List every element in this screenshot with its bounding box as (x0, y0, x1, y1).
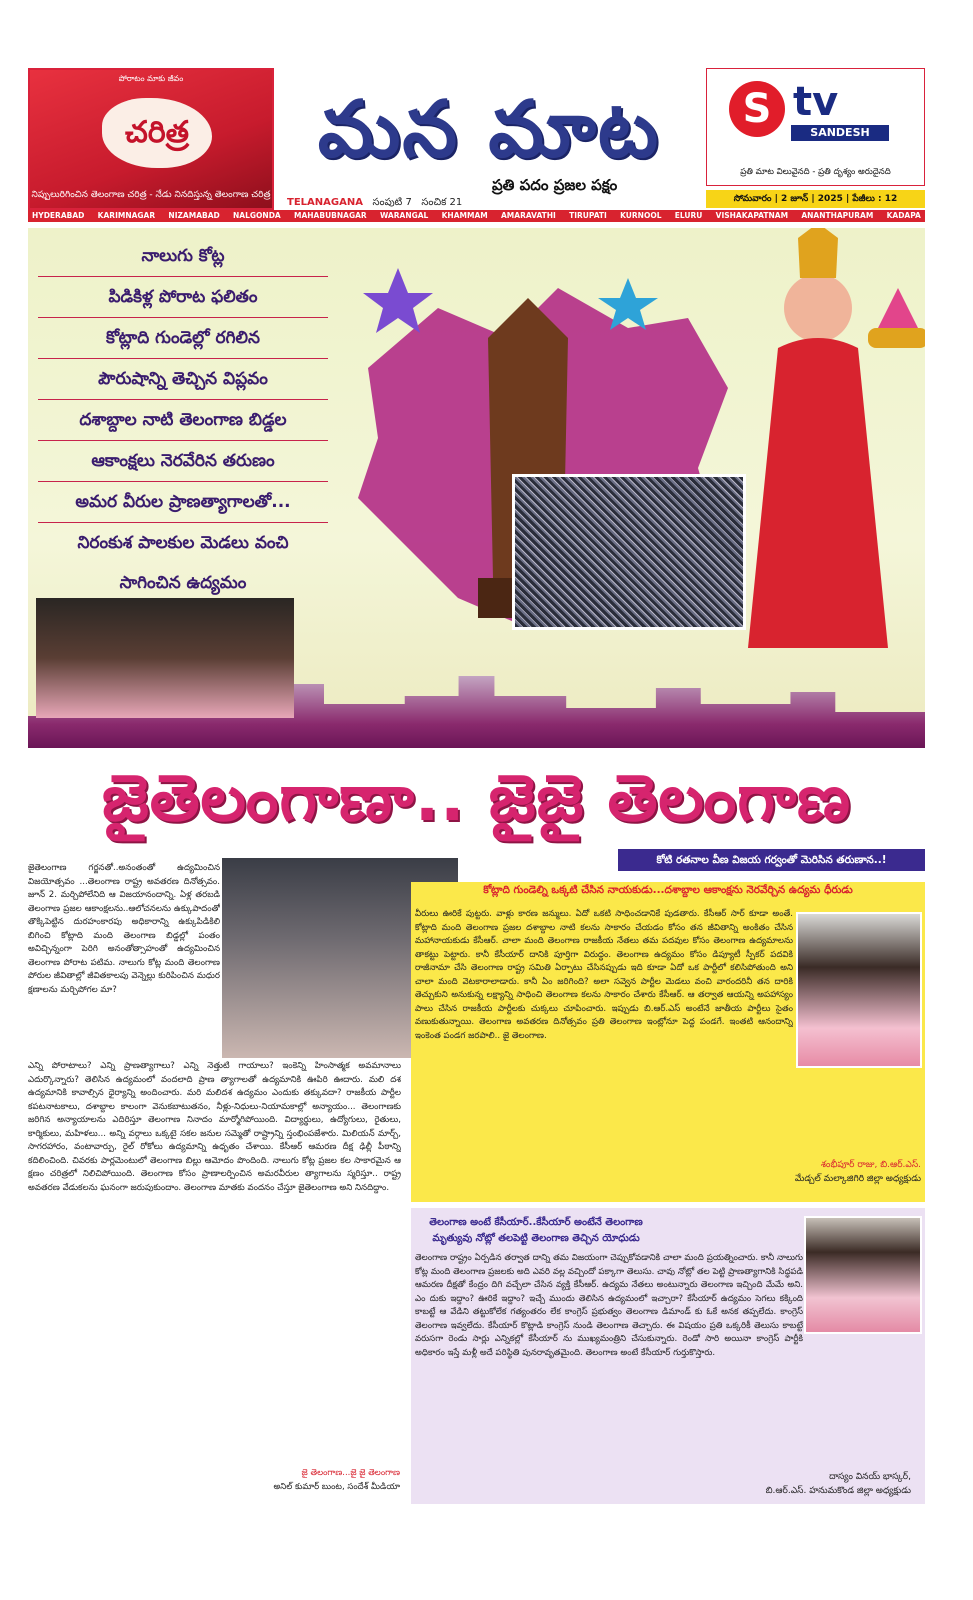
city: TIRUPATI (569, 211, 607, 220)
hero-line: నిరంకుశ పాలకుల మెడలు వంచి (77, 533, 289, 553)
yellow-box-headline: కోట్లాది గుండెల్ని ఒక్కటి చేసిన నాయకుడు...దశాబ్దాల ఆకాంక్షను నెరవేర్చిన ఉద్యమ ధీరుడు (483, 884, 853, 896)
main-headline: జైతెలంగాణా.. జైజై తెలంగాణ (101, 762, 852, 836)
kcr-speech-photo (36, 598, 294, 718)
hero-line: సాగించిన ఉద్యమం (119, 573, 247, 593)
hero-line: కోట్లాది గుండెల్లో రగిలిన (38, 318, 328, 359)
bathukamma-goddess-graphic (718, 228, 925, 648)
city: WARANGAL (380, 211, 429, 220)
city: ELURU (674, 211, 703, 220)
stv-sandesh-ad (706, 68, 925, 186)
main-subheadline: కోటి రతనాల వీణ విజయ గర్వంతో మెరిసిన తరుణాన..! (618, 849, 925, 871)
yellow-box-author: శంభీపూర్ రాజు, బి.ఆర్.ఎస్. (820, 1160, 921, 1170)
city: ANANTHAPURAM (801, 211, 874, 220)
cities-strip (28, 210, 925, 222)
hero-line: నాలుగు కోట్ల (38, 236, 328, 277)
stv-tagline: ప్రతి మాట విలువైనది - ప్రతి దృశ్యం అరుదైనది (740, 167, 891, 177)
city: MAHABUBNAGAR (294, 211, 367, 220)
city: KADAPA (886, 211, 921, 220)
newspaper-slogan: ప్రతి పదం ప్రజల పక్షం (492, 176, 618, 194)
yellow-box-text: వీరులు ఊరికే పుట్టరు. వాళ్లు కారణ జన్ములు. ఏదో ఒకటి సాధించడానికే పుడతారు. కేసీఆర్ సార్ కూడా అంతే. కోట్లాది మంది తెలంగాణ ప్రజల దశాబ్దాల నాటి కలను సాకారం చేయడం కోసం తన జీవితాన్ని అంకితం చేసిన మహానాయకుడు కేసీఆర్. చాలా మంది తెలంగాణ రాజకీయ నేతలు తమ పదవుల కోసం తెలంగాణ ఉద్యమాలను తాకట్టు పెట్టారు. కానీ కేసీయార్ దానికి పూర్తిగా విరుద్ధం. తెలంగాణ ఉద్యమం కోసం డిప్యూటీ స్పీకర్ పదవికి రాజీనామా చేసి తెలంగాణ రాష్ట్ర సమితి ఏర్పాటు చేసినప్పుడు ఇది కూడా ఏదో ఒక పార్టీలో కలిసిపోతుంది అని చాలా మంది వెటకారాలాడారు. కానీ ఏం జరిగింది? అలా సవ్వెన పార్టీల మెడలు వంచి వారందరినీ తన దారికి తెచ్చుకుని అనుకున్న లక్ష్యాన్ని సాధించి తెలంగాణ కలను సాకారం చేశారు కేసీఆర్. ఆ తర్వాత ఆయన్ని అపహాస్యం పాలు చేసిన రాజకీయ పార్టీలకు చుక్కలు చూపించారు. ఇప్పుడు బి.ఆర్.ఎస్ అంటేనే జాతీయ పార్టీలు సైతం వణుకుతున్నాయి. తెలంగాణ అవతరణ దినోత్సవం ప్రతి తెలంగాణ ఇంట్లోనూ పెద్ద పండగే. ఇంతటి ఆనందాన్ని ఇంకెంత పండగ జరపాలి.. జై తెలంగాణ. (415, 909, 793, 1041)
hero-line: దశాబ్దాల నాటి తెలంగాణ బిడ్డల (38, 400, 328, 441)
charitra-ad (28, 68, 274, 210)
hero-line: ఆకాంక్షలు నెరవేరిన తరుణం (38, 441, 328, 482)
hero-line: పిడికిళ్ల పోరాట ఫలితం (38, 277, 328, 318)
lav-box-subheadline: మృత్యువు నోట్లో తలపెట్టి తెలంగాణ తెచ్చిన యోధుడు (432, 1233, 640, 1244)
city: AMARAVATHI (501, 211, 556, 220)
issue-line (287, 196, 462, 210)
city: KHAMMAM (441, 211, 488, 220)
region-label: TELANAGANA (287, 197, 363, 208)
main-article-caption: జై తెలంగాణ...జై జై తెలంగాణ (301, 1468, 400, 1478)
crowd-photo (512, 474, 746, 630)
volume-label: సంపుటి 7 (372, 197, 412, 208)
ad-top-line: పోరాటం మాకు జీవం (118, 74, 184, 83)
city: KURNOOL (620, 211, 662, 220)
lav-box-text: తెలంగాణ రాష్ట్రం ఏర్పడిన తర్వాత దాన్ని తమ విజయంగా చెప్పుకోవడానికి చాలా మంది ప్రయత్నించారు. కానీ నాలుగు కోట్ల మంది తెలంగాణ ప్రజలకు అది ఎవరి వల్ల వచ్చిందో పక్కాగా తెలుసు. చావు నోట్లో తల పెట్టి ప్రాణత్యాగానికి సిద్ధపడి ఆమరణ దీక్షతో కేంద్రం దిగి వచ్చేలా చేసిన వ్యక్తి కేసీఆర్. ఉద్యమ నేతలు అంటున్నారు తెలంగాణ ఇచ్చింది మేమే అని. ఎం దుకు ఇద్దాం? ఊరికే ఇద్దాం? ఇచ్చే ముందు తెలిసిన ఉద్యమంలో ఇచ్చారా? కేసీయార్ ఉద్యమం సెగలు కక్కింది కాబట్టే ఆ వేడిని తట్టుకోలేక గత్యంతరం లేక కాంగ్రెస్ ప్రభుత్వం తెలంగాణ డిమాండ్ కు ఓకే అనక తప్పలేదు. కాంగ్రెస్ తెలంగాణ ఇవ్వలేదు. కేసీయార్ కొట్లాడి కాంగ్రెస్ నుండి తెలంగాణ తెచ్చారు. ఈ విషయం ప్రతి ఒక్కరికీ తెలుసు కాబట్టే వరుసగా రెండు సార్లు ఎన్నికల్లో కేసీయార్ ను ముఖ్యమంత్రిని చేసుకున్నారు. రెండో సారి అయినా కాంగ్రెస్ పార్టీకి అధికారం ఇస్తే మళ్లీ అదే పరిస్థితి పునరావృతమైంది. తెలంగాణ అంటే కేసీయార్ గుర్తుకొస్తారు. (415, 1253, 803, 1358)
main-article-byline: అనిల్ కుమార్ బుంట, సందేశ్ మీడియా (273, 1482, 400, 1492)
city: NIZAMABAD (168, 211, 220, 220)
stv-logo-s: S (729, 81, 785, 137)
hero-line: అమర వీరుల ప్రాణత్యాగాలతో... (38, 482, 328, 523)
stv-logo-tv: tv (793, 79, 839, 125)
main-article-part1: జైతెలంగాణ గర్జనతో..అనంతంతో ఉద్యమించిన విజయోత్సవం ...తెలంగాణ రాష్ట్ర అవతరణ దినోత్సవం. జూన్ 2. మర్చిపోలేనిది ఆ విజయానందాన్ని. ఏళ్ల తరబడి తెలంగాణ ప్రజల ఆకాంక్షలను..ఆలోచనలను ఉక్కుపాదంతో తొక్కిపెట్టిన దురహంకారపు అధికారాన్ని ఉక్కుపిడికిలి బిగించి కోట్లాది మంది తెలంగాణ బిడ్డల్లో పంతం అవిచ్ఛిన్నంగా పెరిగి అనంతోత్సాహంతో ఉద్యమించిన తెలంగాణ పోరాట పటిమ. నాలుగు కోట్ల మంది తెలంగాణ పోరుల జీవితాల్లో జీవితకాలపు వెన్నెల్లు కురిపించిన మధుర క్షణాలను మర్చిపోగల మా? (28, 863, 220, 995)
dateline: సోమవారం | 2 జూన్ | 2025 | పేజీలు : 12 (706, 190, 925, 208)
shambhipur-raju-photo (796, 912, 922, 1068)
vinay-bhaskar-photo (804, 1216, 922, 1334)
lav-box-author: దాస్యం వినయ్ భాస్కర్, (829, 1472, 911, 1482)
city: KARIMNAGAR (97, 211, 156, 220)
newspaper-title: మన మాట (317, 84, 661, 175)
issue-label: సంచిక 21 (421, 197, 463, 208)
lav-box-author-role: బి.ఆర్.ఎస్. హనుమకొండ జిల్లా అధ్యక్షుడు (765, 1486, 911, 1496)
city: HYDERABAD (32, 211, 85, 220)
hero-line: పౌరుషాన్ని తెచ్చిన విప్లవం (38, 359, 328, 400)
yellow-box-author-role: మేడ్చల్ మల్కాజిగిరి జిల్లా అధ్యక్షుడు (794, 1174, 921, 1184)
stv-logo-sandesh: SANDESH (791, 125, 889, 141)
charitra-logo: చరిత్ర (102, 98, 212, 168)
hero-banner (28, 228, 925, 748)
main-article-part2: ఎన్ని పోరాటాలు? ఎన్ని ప్రాణత్యాగాలు? ఎన్ని నెత్తుటి గాయాలు? ఇంకెన్ని హింసాత్మక అవమానాలు ఎదుర్కొన్నారు? తెలిసిన ఉద్యమంలో వందలాది ప్రాణ త్యాగాలతో ఉద్యమానికి ఊపిరి ఊదారు. మలి దశ ఉద్యమానికి కావాల్సిన ధైర్యాన్ని అందించారు. మరి మలిదశ ఉద్యమం ఎందుకు తక్కువదా? రాజకీయ పార్టీల కపటనాటకాలు, దశాబ్దాల కాలంగా వెనుకబాటుతనం, నీళ్లు-నిధులు-నియామకాల్లో అన్యాయం... తెలంగాణకు జరిగిన అన్యాయాలను ఎదిరిస్తూ తెలంగాణ నినాదం మార్మోగిపోయింది. విద్యార్థులు, ఉద్యోగులు, రైతులు, కార్మికులు, మహిళలు... అన్ని వర్గాలు ఒక్కటై సకల జనుల సమ్మెతో రాష్ట్రాన్ని స్తంభింపజేశారు. మిలియన్ మార్చ్, సాగరహారం, వంటావార్పు, రైల్ రోకోలు ఉద్యమాన్ని ఉధృతం చేశాయి. కేసీఆర్ ఆమరణ దీక్ష ఢిల్లీ పీఠాన్ని కదిలించింది. చివరకు పార్లమెంటులో తెలంగాణ బిల్లు ఆమోదం పొందింది. నాలుగు కోట్ల ప్రజల కల సాకారమైన ఆ క్షణం చరిత్రలో నిలిచిపోయింది. తెలంగాణ కోసం ప్రాణాలర్పించిన అమరవీరుల త్యాగాలను స్మరిస్తూ.. రాష్ట్ర అవతరణ వేడుకలను ఘనంగా జరుపుకుందాం. తెలంగాణ మాతకు వందనం చేస్తూ జైతెలంగాణ అని నినదిద్దాం. (28, 1061, 401, 1193)
city: NALGONDA (233, 211, 281, 220)
hero-text-block (38, 236, 328, 603)
city: VISHAKAPATNAM (715, 211, 789, 220)
ad-tagline: నిప్పులురిగించిన తెలంగాణ చరిత్ర - నేడు నినదిస్తున్న తెలంగాణ చరిత్ర (31, 190, 271, 200)
lav-box-headline: తెలంగాణ అంటే కేసీయార్..కేసీయార్ అంటేనే తెలంగాణ (429, 1217, 643, 1228)
